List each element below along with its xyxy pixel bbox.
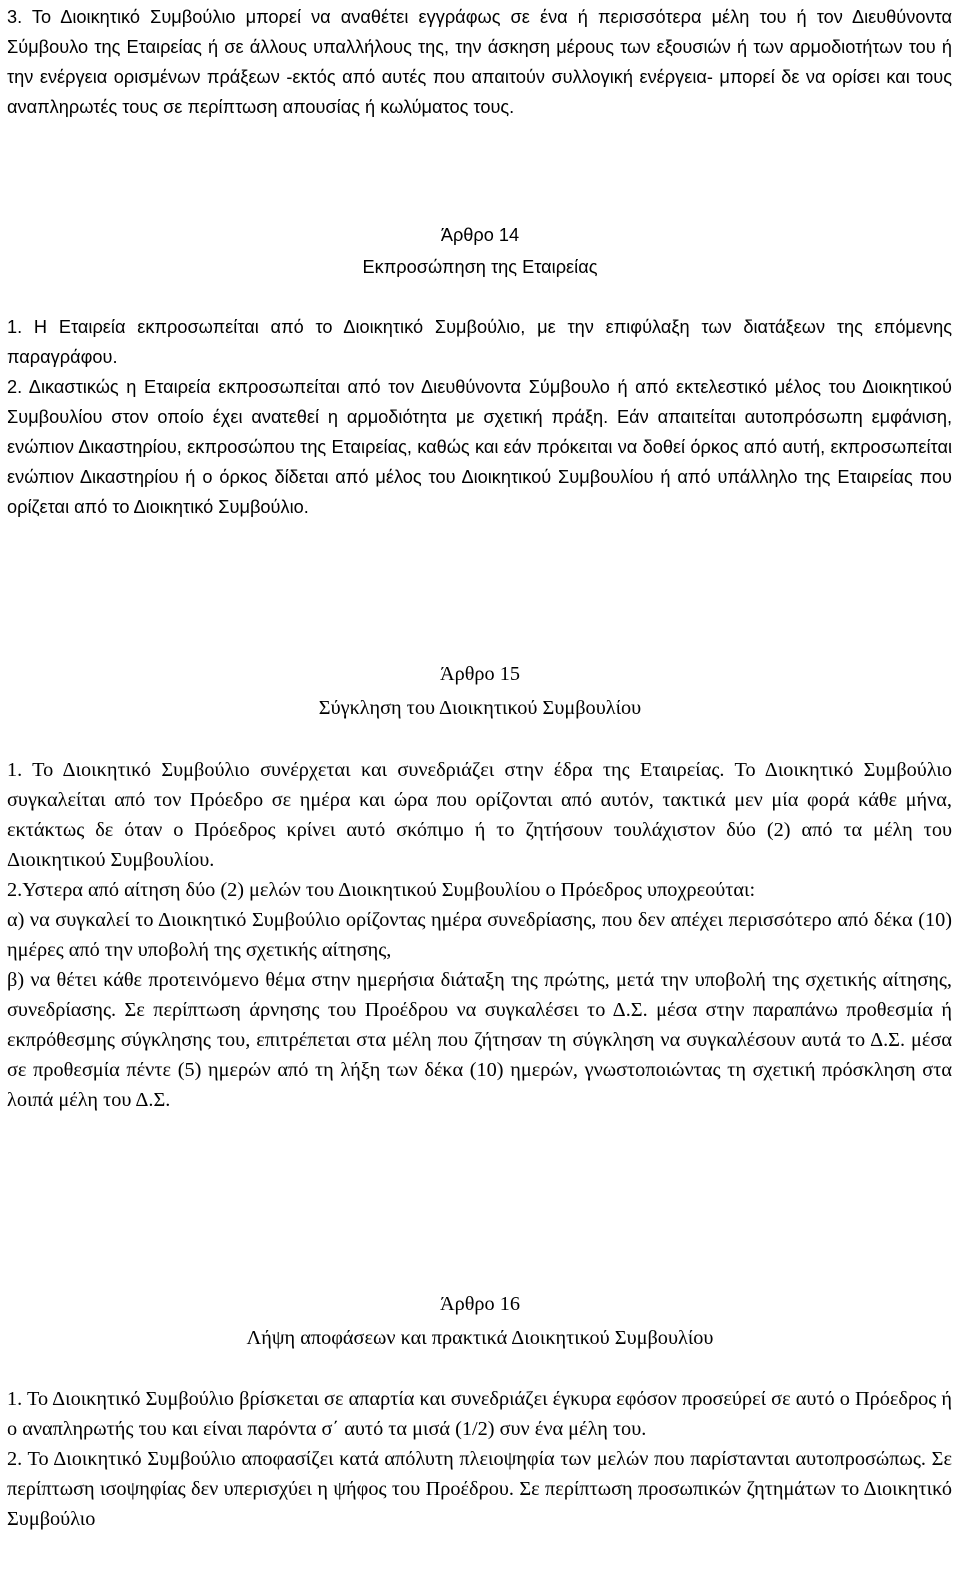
article-title: Εκπροσώπηση της Εταιρείας	[362, 257, 598, 277]
paragraph-text: α) να συγκαλεί το Διοικητικό Συμβούλιο ορίζοντας ημέρα συνεδρίασης, που δεν απέχει περισσότερο από δέκα (10) ημέρες από την υποβολή της σχετικής αίτησης,	[7, 909, 952, 961]
article-title: Λήψη αποφάσεων και πρακτικά Διοικητικού Συμβουλίου	[246, 1327, 714, 1349]
article-14-heading	[0, 219, 960, 283]
article-number: Άρθρο 15	[439, 663, 521, 685]
paragraph-text: 2. Δικαστικώς η Εταιρεία εκπροσωπείται από τον Διευθύνοντα Σύμβουλο ή από εκτελεστικό μέλος του Διοικητικού Συμβουλίου στον οποίο έχει ανατεθεί η αρμοδιότητα με σχετική πράξη. Εάν απαιτείται αυτοπρόσωπη εμφάνιση, ενώπιον Δικαστηρίου, εκπροσώπου της Εταιρείας, καθώς και εάν πρόκειται να δοθεί όρκος από αυτή, εκπροσωπείται ενώπιον Δικαστηρίου ή ο όρκος δίδεται από μέλος του Διοικητικού Συμβουλίου ή από υπάλληλο της Εταιρείας που ορίζεται από το Διοικητικό Συμβούλιο.	[7, 377, 952, 517]
article-15-heading	[0, 657, 960, 725]
paragraph-text: 3. Το Διοικητικό Συμβούλιο μπορεί να αναθέτει εγγράφως σε ένα ή περισσότερα μέλη του ή τον Διευθύνοντα Σύμβουλο της Εταιρείας ή σε άλλους υπαλλήλους της, την άσκηση μέρους των εξουσιών ή των αρμοδιοτήτων του ή την ενέργεια ορισμένων πράξεων -εκτός από αυτές που απαιτούν συλλογική ενέργεια- μπορεί δε να ορίσει και τους αναπληρωτές τους σε περίπτωση απουσίας ή κωλύματος τους.	[7, 7, 952, 117]
article-16-body	[7, 1384, 952, 1534]
intro-paragraph	[7, 2, 952, 122]
article-number: Άρθρο 16	[439, 1293, 521, 1315]
paragraph-text: 2.Υστερα από αίτηση δύο (2) μελών του Διοικητικού Συμβουλίου ο Πρόεδρος υποχρεούται:	[7, 879, 756, 901]
article-16-heading	[0, 1287, 960, 1355]
paragraph-text: 2. Το Διοικητικό Συμβούλιο αποφασίζει κατά απόλυτη πλειοψηφία των μελών που παρίστανται αυτοπροσώπως. Σε περίπτωση ισοψηφίας δεν υπερισχύει η ψήφος του Προέδρου. Σε περίπτωση προσωπικών ζητημάτων το Διοικητικό Συμβούλιο	[7, 1448, 952, 1530]
article-number: Άρθρο 14	[440, 225, 520, 245]
article-title: Σύγκληση του Διοικητικού Συμβουλίου	[318, 697, 642, 719]
paragraph-text: 1. Το Διοικητικό Συμβούλιο συνέρχεται και συνεδριάζει στην έδρα της Εταιρείας. Το Διοικητικό Συμβούλιο συγκαλείται από τον Πρόεδρο σε ημέρα και ώρα που ορίζονται από αυτόν, τακτικά μεν μία φορά κάθε μήνα, εκτάκτως δε όταν ο Πρόεδρος κρίνει αυτό σκόπιμο ή το ζητήσουν τουλάχιστον δύο (2) από τα μέλη του Διοικητικού Συμβουλίου.	[7, 759, 952, 871]
paragraph-text: 1. Το Διοικητικό Συμβούλιο βρίσκεται σε απαρτία και συνεδριάζει έγκυρα εφόσον προσεύρεί σε αυτό ο Πρόεδρος ή ο αναπληρωτής του και είναι παρόντα σ΄ αυτό τα μισά (1/2) συν ένα μέλη του.	[7, 1388, 952, 1440]
paragraph-text: 1. Η Εταιρεία εκπροσωπείται από το Διοικητικό Συμβούλιο, με την επιφύλαξη των διατάξεων της επόμενης παραγράφου.	[7, 317, 952, 367]
article-15-body	[7, 755, 952, 1115]
article-14-body	[7, 312, 952, 522]
paragraph-text: β) να θέτει κάθε προτεινόμενο θέμα στην ημερήσια διάταξη της πρώτης, μετά την υποβολή της σχετικής αίτησης, συνεδρίασης. Σε περίπτωση άρνησης του Προέδρου να συγκαλέσει το Δ.Σ. μέσα στην παραπάνω προθεσμία ή εκπρόθεσμης σύγκλησης του, επιτρέπεται στα μέλη που ζήτησαν τη σύγκληση να συγκαλέσουν αυτά το Δ.Σ. μέσα σε προθεσμία πέντε (5) ημερών από τη λήξη των δέκα (10) ημερών, γνωστοποιώντας τη σχετική πρόσκληση στα λοιπά μέλη του Δ.Σ.	[7, 969, 952, 1111]
